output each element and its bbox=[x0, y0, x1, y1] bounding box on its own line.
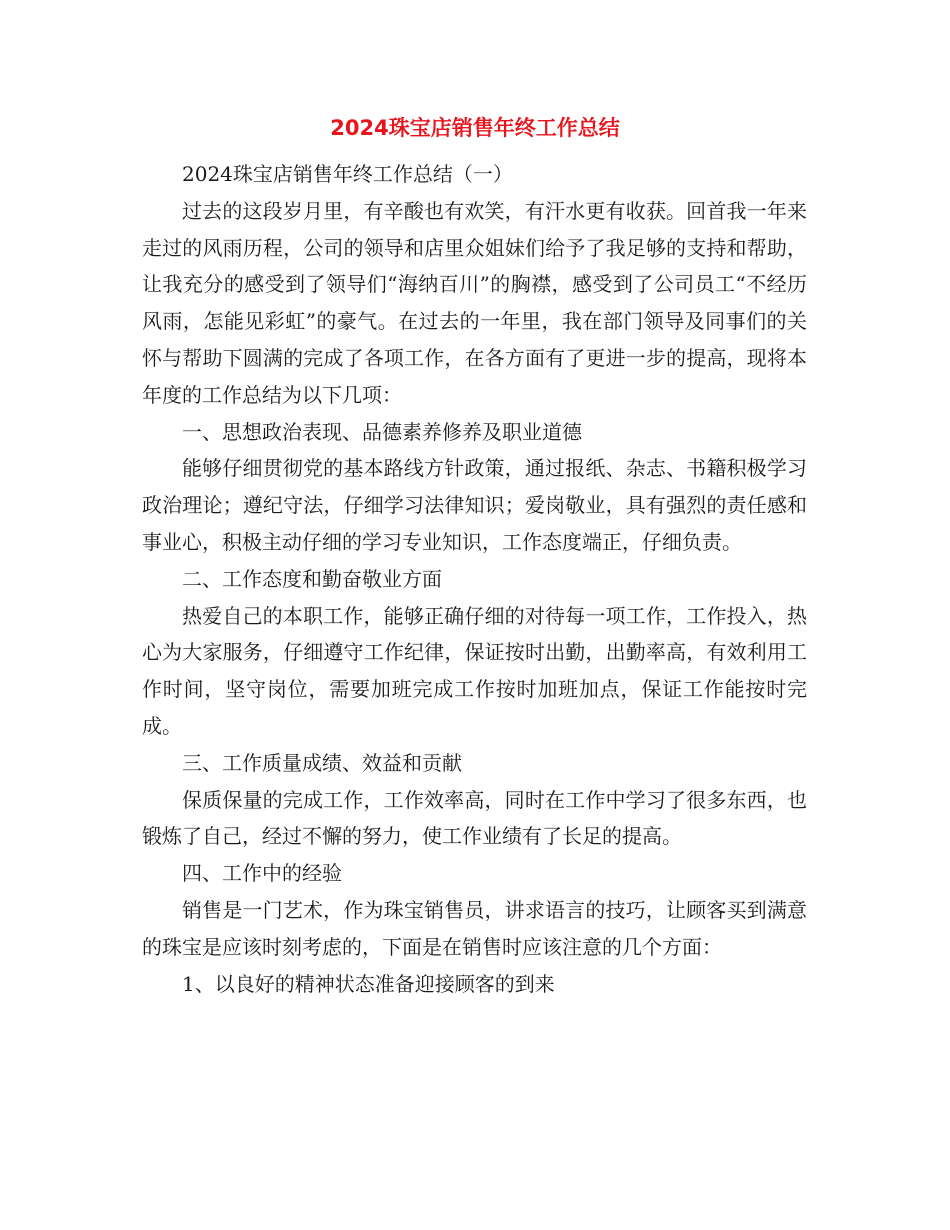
section-heading-3: 三、工作质量成绩、效益和贡献 bbox=[182, 750, 462, 775]
document-title: 2024珠宝店销售年终工作总结 bbox=[330, 116, 620, 140]
intro-paragraph: 过去的这段岁月里，有辛酸也有欢笑，有汗水更有收获。回首我一年来走过的风雨历程，公司的领导和店里众姐妹们给予了我足够的支持和帮助，让我充分的感受到了领导们“海纳百川”的胸襟，感受到了公司员工“不经历风雨，怎能见彩虹”的豪气。在过去的一年里，我在部门领导及同事们的关怀与帮助下圆满的完成了各项工作，在各方面有了更进一步的提高，现将本年度的工作总结为以下几项： bbox=[142, 198, 807, 407]
list-item-1: 1、以良好的精神状态准备迎接顾客的到来 bbox=[182, 971, 555, 996]
section-heading-2: 二、工作态度和勤奋敬业方面 bbox=[182, 566, 442, 591]
section-paragraph-3: 保质保量的完成工作，工作效率高，同时在工作中学习了很多东西，也锻炼了自己，经过不懈的努力，使工作业绩有了长足的提高。 bbox=[142, 787, 807, 849]
section-heading-1: 一、思想政治表现、品德素养修养及职业道德 bbox=[182, 419, 582, 444]
subtitle-paragraph: 2024珠宝店销售年终工作总结（一） bbox=[182, 162, 513, 186]
section-paragraph-1: 能够仔细贯彻党的基本路线方针政策，通过报纸、杂志、书籍积极学习政治理论；遵纪守法，仔细学习法律知识；爱岗敬业，具有强烈的责任感和事业心，积极主动仔细的学习专业知识，工作态度端正，仔细负责。 bbox=[142, 456, 807, 554]
section-paragraph-2: 热爱自己的本职工作，能够正确仔细的对待每一项工作，工作投入，热心为大家服务，仔细遵守工作纪律，保证按时出勤，出勤率高，有效利用工作时间，坚守岗位，需要加班完成工作按时加班加点，保证工作能按时完成。 bbox=[142, 603, 807, 738]
section-heading-4: 四、工作中的经验 bbox=[182, 861, 342, 886]
document-body bbox=[142, 156, 807, 1002]
section-paragraph-4: 销售是一门艺术，作为珠宝销售员，讲求语言的技巧，让顾客买到满意的珠宝是应该时刻考虑的，下面是在销售时应该注意的几个方面： bbox=[142, 897, 807, 959]
